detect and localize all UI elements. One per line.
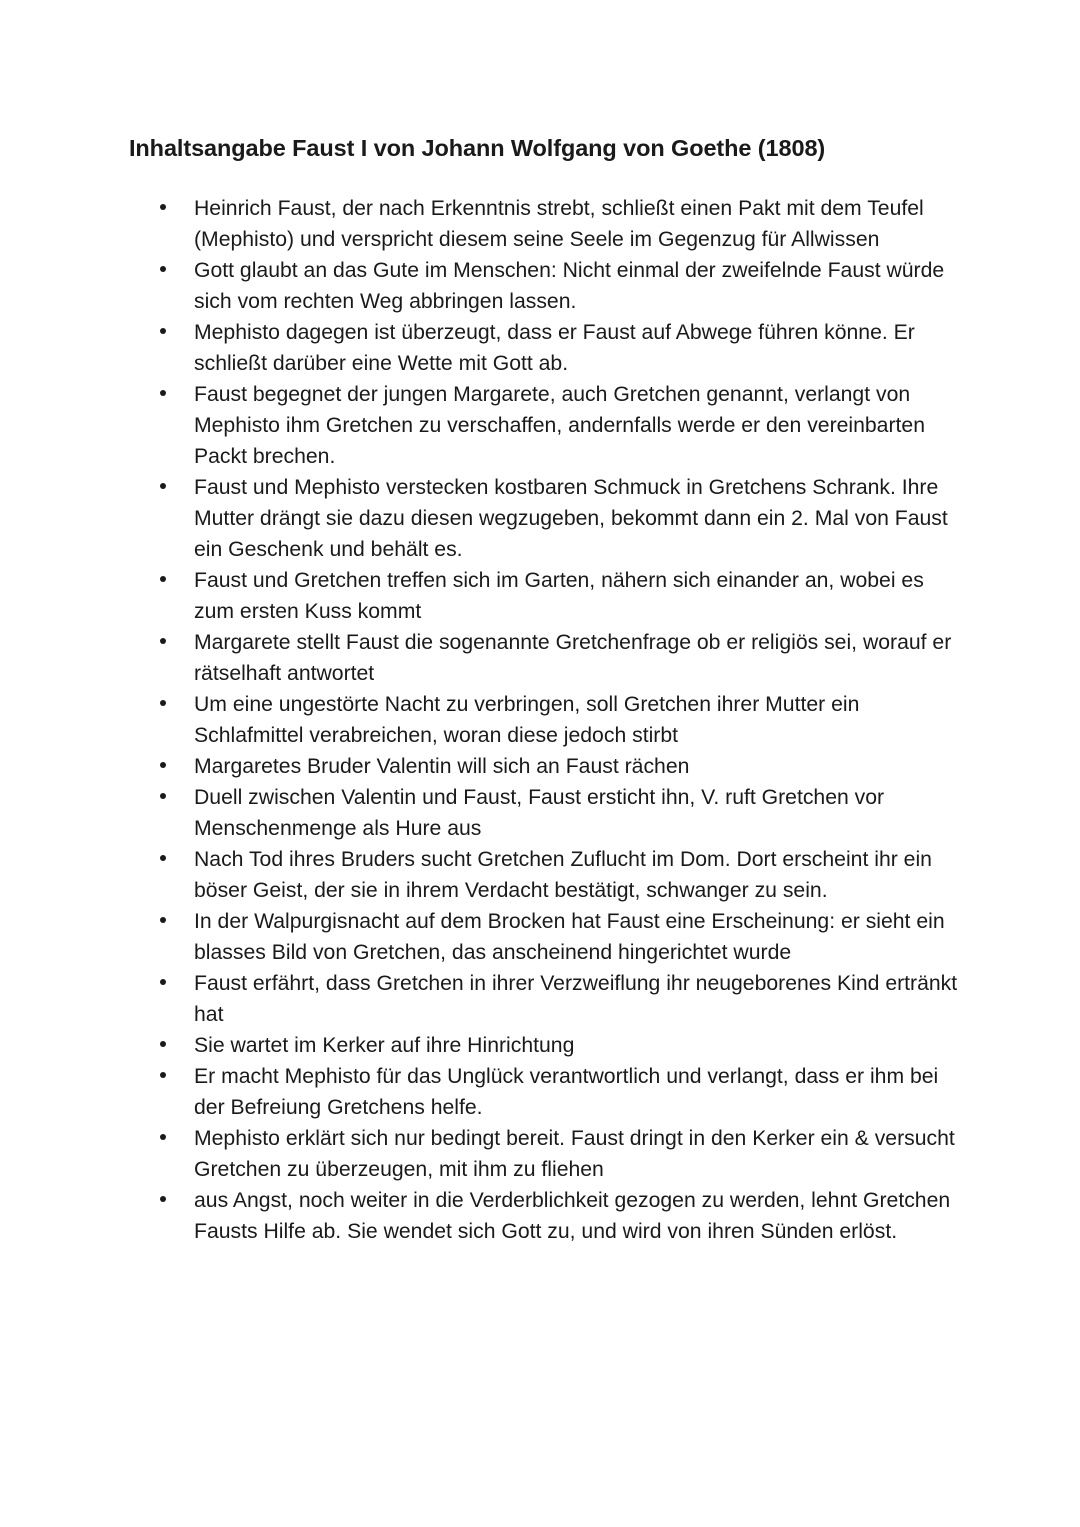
bullet-dot-icon (160, 979, 166, 985)
list-item-text: Gott glaubt an das Gute im Menschen: Nicht einmal der zweifelnde Faust würde sich vom rechten Weg abbringen lassen. (194, 259, 945, 313)
list-item (0, 317, 959, 379)
document-title: Inhaltsangabe Faust I von Johann Wolfgang von Goethe (1808) (129, 135, 826, 161)
bullet-list (0, 193, 1080, 1247)
list-item-text: Faust und Mephisto verstecken kostbaren Schmuck in Gretchens Schrank. Ihre Mutter drängt sie dazu diesen wegzugeben, bekommt dann ein 2. Mal von Faust ein Geschenk und behält es. (194, 476, 948, 561)
bullet-dot-icon (160, 328, 166, 334)
list-item (0, 1185, 959, 1247)
bullet-dot-icon (160, 793, 166, 799)
list-item-text: Duell zwischen Valentin und Faust, Faust ersticht ihn, V. ruft Gretchen vor Menschenmenge als Hure aus (194, 786, 885, 840)
list-item (0, 193, 959, 255)
list-item (0, 1030, 959, 1061)
bullet-dot-icon (160, 700, 166, 706)
list-item (0, 968, 959, 1030)
list-item (0, 751, 959, 782)
list-item-text: Faust begegnet der jungen Margarete, auch Gretchen genannt, verlangt von Mephisto ihm Gretchen zu verschaffen, andernfalls werde er den vereinbarten Packt brechen. (194, 383, 925, 468)
list-item-text: Faust und Gretchen treffen sich im Garten, nähern sich einander an, wobei es zum ersten Kuss kommt (194, 569, 924, 623)
list-item (0, 782, 959, 844)
list-item-text: Heinrich Faust, der nach Erkenntnis strebt, schließt einen Pakt mit dem Teufel (Mephisto) und verspricht diesem seine Seele im Gegenzug für Allwissen (194, 197, 924, 251)
list-item (0, 844, 959, 906)
list-item (0, 565, 959, 627)
list-item-text: Faust erfährt, dass Gretchen in ihrer Verzweiflung ihr neugeborenes Kind ertränkt hat (194, 972, 958, 1026)
list-item (0, 379, 959, 472)
bullet-dot-icon (160, 762, 166, 768)
bullet-dot-icon (160, 390, 166, 396)
bullet-dot-icon (160, 638, 166, 644)
bullet-dot-icon (160, 1196, 166, 1202)
list-item-text: Nach Tod ihres Bruders sucht Gretchen Zuflucht im Dom. Dort erscheint ihr ein böser Geist, der sie in ihrem Verdacht bestätigt, schwanger zu sein. (194, 848, 932, 902)
list-item (0, 689, 959, 751)
bullet-dot-icon (160, 855, 166, 861)
list-item (0, 472, 959, 565)
list-item (0, 255, 959, 317)
bullet-dot-icon (160, 1072, 166, 1078)
list-item-text: Mephisto erklärt sich nur bedingt bereit. Faust dringt in den Kerker ein & versucht Gretchen zu überzeugen, mit ihm zu fliehen (194, 1127, 955, 1181)
bullet-dot-icon (160, 576, 166, 582)
bullet-dot-icon (160, 204, 166, 210)
bullet-dot-icon (160, 1134, 166, 1140)
list-item-text: Er macht Mephisto für das Unglück verantwortlich und verlangt, dass er ihm bei der Befreiung Gretchens helfe. (194, 1065, 939, 1119)
bullet-dot-icon (160, 1041, 166, 1047)
list-item-text: Margaretes Bruder Valentin will sich an Faust rächen (194, 755, 690, 778)
list-item-text: Um eine ungestörte Nacht zu verbringen, soll Gretchen ihrer Mutter ein Schlafmittel verabreichen, woran diese jedoch stirbt (194, 693, 860, 747)
list-item-text: aus Angst, noch weiter in die Verderblichkeit gezogen zu werden, lehnt Gretchen Fausts Hilfe ab. Sie wendet sich Gott zu, und wird von ihren Sünden erlöst. (194, 1189, 951, 1243)
list-item (0, 906, 959, 968)
list-item-text: Mephisto dagegen ist überzeugt, dass er Faust auf Abwege führen könne. Er schließt darüber eine Wette mit Gott ab. (194, 321, 915, 375)
bullet-dot-icon (160, 266, 166, 272)
list-item-text: Sie wartet im Kerker auf ihre Hinrichtung (194, 1034, 575, 1057)
list-item (0, 1123, 959, 1185)
bullet-dot-icon (160, 917, 166, 923)
list-item (0, 1061, 959, 1123)
list-item (0, 627, 959, 689)
list-item-text: In der Walpurgisnacht auf dem Brocken hat Faust eine Erscheinung: er sieht ein blasses Bild von Gretchen, das anscheinend hingerichtet wurde (194, 910, 945, 964)
bullet-dot-icon (160, 483, 166, 489)
list-item-text: Margarete stellt Faust die sogenannte Gretchenfrage ob er religiös sei, worauf er rätselhaft antwortet (194, 631, 952, 685)
